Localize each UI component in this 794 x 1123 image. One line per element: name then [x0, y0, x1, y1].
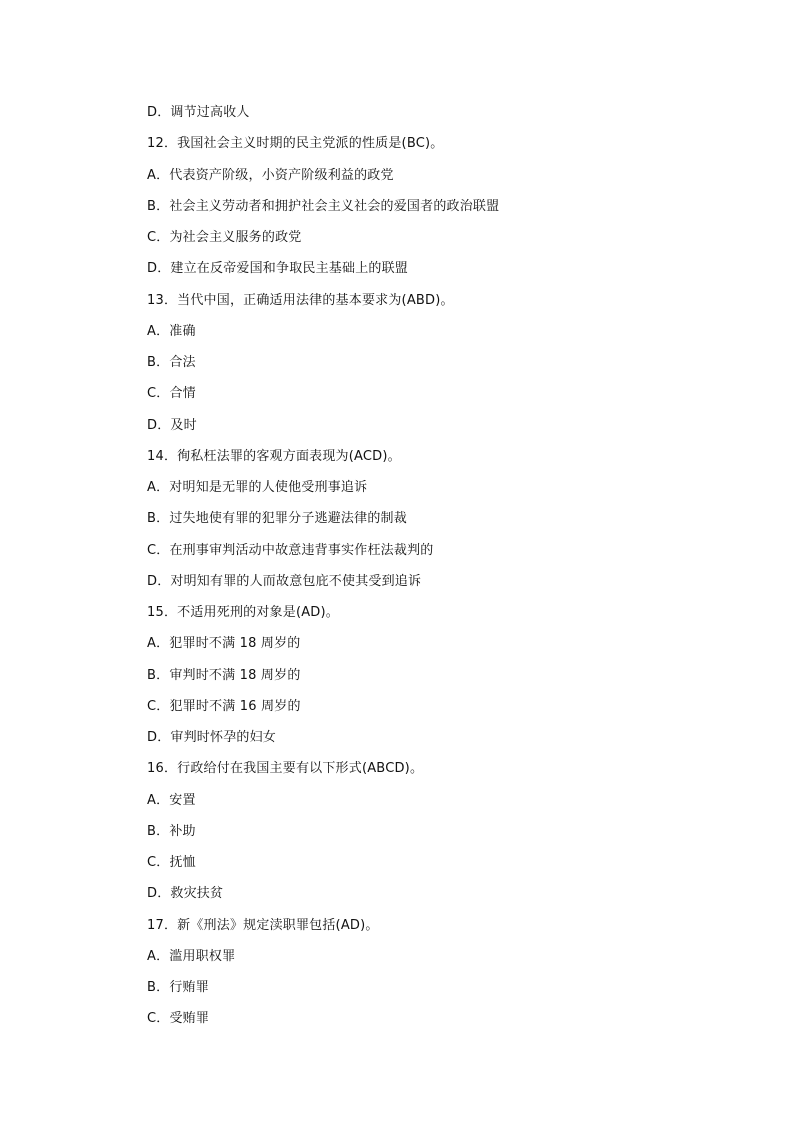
option-a-line: A．滥用职权罪 — [147, 948, 236, 964]
option-c-line: C．为社会主义服务的政党 — [147, 230, 302, 245]
option-c-line: C．受贿罪 — [147, 1011, 210, 1027]
option-d-line: D．及时 — [147, 417, 197, 433]
option-b-line: B．补助 — [147, 823, 196, 839]
option-c-line: C．在刑事审判活动中故意违背事实作枉法裁判的 — [147, 542, 434, 558]
option-a-line: A．安置 — [147, 792, 196, 808]
option-b-line: B．行贿罪 — [147, 980, 209, 995]
option-a-line: A．准确 — [147, 323, 196, 339]
document-body — [147, 101, 747, 1039]
option-b-line: B．审判时不满 18 周岁的 — [147, 667, 301, 683]
question-15-line: 15．不适用死刑的对象是(AD)。 — [147, 605, 339, 620]
option-c-line: C．抚恤 — [147, 855, 196, 870]
option-a-line: A．代表资产阶级，小资产阶级利益的政党 — [147, 167, 394, 183]
option-a-line: A．对明知是无罪的人使他受刑事追诉 — [147, 480, 368, 495]
question-16-line: 16．行政给付在我国主要有以下形式(ABCD)。 — [147, 761, 424, 777]
question-14-line: 14．徇私枉法罪的客观方面表现为(ACD)。 — [147, 448, 401, 464]
option-c-line: C．犯罪时不满 16 周岁的 — [147, 698, 301, 714]
option-a-line: A．犯罪时不满 18 周岁的 — [147, 636, 301, 652]
option-d-line: D．建立在反帝爱国和争取民主基础上的联盟 — [147, 261, 409, 277]
option-d-line: D．调节过高收人 — [147, 105, 250, 120]
question-17-line: 17．新《刑法》规定渎职罪包括(AD)。 — [147, 917, 379, 933]
option-d-line: D．对明知有罪的人而故意包庇不使其受到追诉 — [147, 573, 422, 589]
option-d-line: D．审判时怀孕的妇女 — [147, 730, 277, 745]
option-b-line: B．社会主义劳动者和拥护社会主义社会的爱国者的政治联盟 — [147, 198, 500, 214]
option-b-line: B．合法 — [147, 355, 196, 370]
question-12-line: 12．我国社会主义时期的民主党派的性质是(BC)。 — [147, 136, 444, 152]
option-c-line: C．合情 — [147, 386, 196, 402]
option-d-line: D．救灾扶贫 — [147, 886, 224, 902]
option-b-line: B．过失地使有罪的犯罪分子逃避法律的制裁 — [147, 511, 407, 527]
question-13-line: 13．当代中国，正确适用法律的基本要求为(ABD)。 — [147, 292, 454, 308]
